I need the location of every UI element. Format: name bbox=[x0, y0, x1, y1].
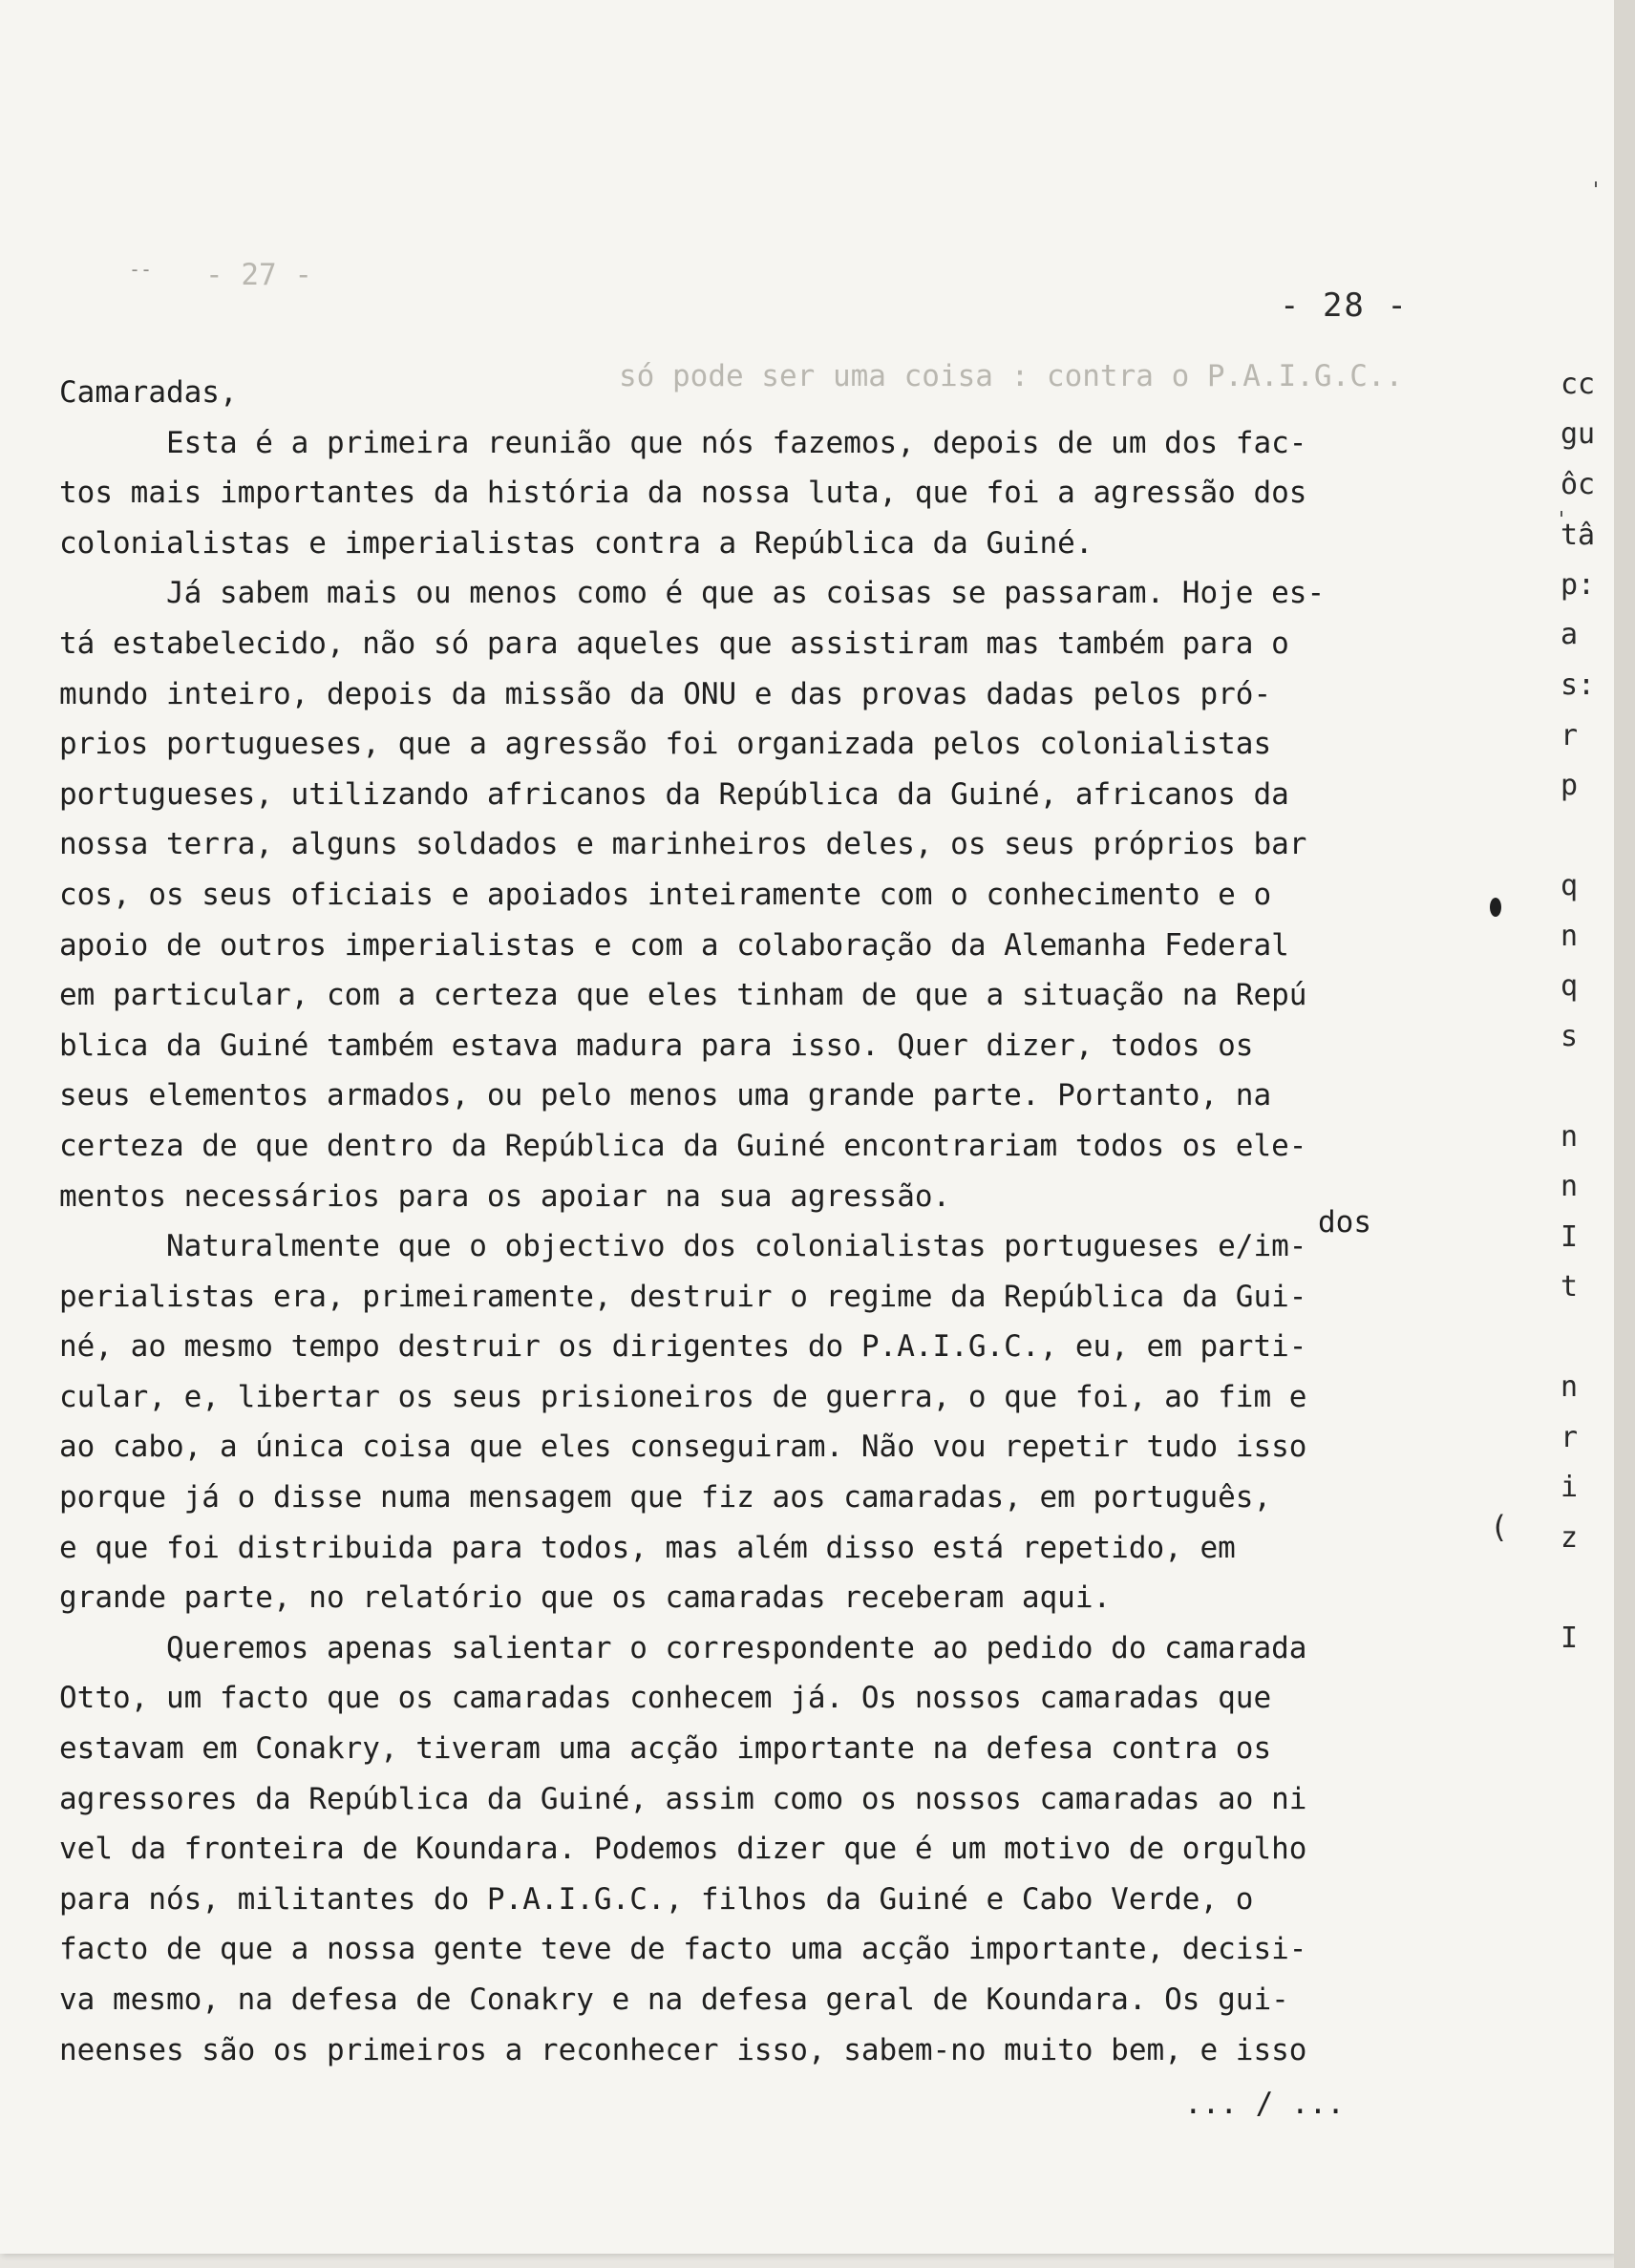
scan-background-edge bbox=[1614, 0, 1635, 2268]
text-line: colonialistas e imperialistas contra a República da Guiné. bbox=[59, 525, 1094, 561]
ink-blot bbox=[1490, 898, 1501, 917]
text-line: mentos necessários para os apoiar na sua agressão. bbox=[59, 1178, 951, 1214]
text-line: mundo inteiro, depois da missão da ONU e das provas dadas pelos pró- bbox=[59, 676, 1272, 711]
typed-body-text bbox=[59, 368, 1425, 2075]
margin-fragment: s: bbox=[1561, 668, 1596, 702]
text-line: porque já o disse numa mensagem que fiz aos camaradas, em português, bbox=[59, 1480, 1272, 1516]
text-line: seus elementos armados, ou pelo menos uma grande parte. Portanto, na bbox=[59, 1078, 1272, 1113]
text-line: cular, e, libertar os seus prisioneiros de guerra, o que foi, ao fim e bbox=[59, 1379, 1307, 1414]
page-number: - 28 - bbox=[1280, 286, 1409, 325]
text-line: né, ao mesmo tempo destruir os dirigentes do P.A.I.G.C., eu, em parti- bbox=[59, 1329, 1307, 1365]
margin-parenthesis: ( bbox=[1490, 1509, 1509, 1545]
text-line: tá estabelecido, não só para aqueles que assistiram mas também para o bbox=[59, 625, 1289, 661]
text-line: ao cabo, a única coisa que eles conseguiram. Não vou repetir tudo isso bbox=[59, 1430, 1307, 1465]
punch-mark bbox=[1561, 511, 1562, 517]
margin-fragment: p: bbox=[1561, 568, 1596, 602]
text-line: em particular, com a certeza que eles tinham de que a situação na Repú bbox=[59, 978, 1307, 1013]
text-line: va mesmo, na defesa de Conakry e na defesa geral de Koundara. Os gui- bbox=[59, 1982, 1289, 2017]
margin-fragment: a bbox=[1561, 618, 1579, 651]
text-line: prios portugueses, que a agressão foi organizada pelos colonialistas bbox=[59, 727, 1272, 762]
text-line: estavam em Conakry, tiveram uma acção importante na defesa contra os bbox=[59, 1731, 1272, 1767]
text-line: Camaradas, bbox=[59, 375, 238, 410]
margin-fragment: n bbox=[1561, 1370, 1579, 1404]
text-line: tos mais importantes da história da nossa luta, que foi a agressão dos bbox=[59, 476, 1307, 511]
margin-fragment: I bbox=[1561, 1220, 1579, 1254]
ghost-text-line: só pode ser uma coisa : contra o P.A.I.G.C.. bbox=[619, 359, 1404, 393]
text-line: neenses são os primeiros a reconhecer isso, sabem-no muito bem, e isso bbox=[59, 2032, 1307, 2067]
margin-fragment: n bbox=[1561, 1120, 1579, 1154]
margin-fragment: tâ bbox=[1561, 519, 1596, 552]
text-line: grande parte, no relatório que os camaradas receberam aqui. bbox=[59, 1580, 1112, 1616]
text-line: e que foi distribuida para todos, mas além disso está repetido, em bbox=[59, 1530, 1236, 1565]
text-line: certeza de que dentro da República da Guiné encontrariam todos os ele- bbox=[59, 1128, 1307, 1163]
text-line: perialistas era, primeiramente, destruir o regime da República da Gui- bbox=[59, 1279, 1307, 1314]
text-line: apoio de outros imperialistas e com a colaboração da Alemanha Federal bbox=[59, 927, 1289, 963]
text-line: Já sabem mais ou menos como é que as coisas se passaram. Hoje es- bbox=[59, 576, 1326, 611]
text-line: agressores da República da Guiné, assim como os nossos camaradas ao ni bbox=[59, 1781, 1307, 1816]
punch-mark bbox=[1595, 181, 1597, 187]
margin-fragment: r bbox=[1561, 1421, 1579, 1454]
margin-fragment: r bbox=[1561, 719, 1579, 752]
text-line: Esta é a primeira reunião que nós fazemos, depois de um dos fac- bbox=[59, 425, 1307, 460]
margin-fragment: s bbox=[1561, 1020, 1579, 1053]
margin-fragment: z bbox=[1561, 1521, 1579, 1555]
ghost-page-number: - 27 - bbox=[205, 258, 312, 292]
text-line: portugueses, utilizando africanos da República da Guiné, africanos da bbox=[59, 776, 1289, 812]
margin-fragment: n bbox=[1561, 1170, 1579, 1203]
text-line: blica da Guiné também estava madura para isso. Quer dizer, todos os bbox=[59, 1028, 1254, 1063]
text-line: cos, os seus oficiais e apoiados inteiramente com o conhecimento e o bbox=[59, 877, 1272, 912]
margin-fragment: q bbox=[1561, 869, 1579, 902]
margin-fragment: cc bbox=[1561, 368, 1596, 401]
text-line: nossa terra, alguns soldados e marinheiros deles, os seus próprios bar bbox=[59, 827, 1307, 862]
text-line: Otto, um facto que os camaradas conhecem já. Os nossos camaradas que bbox=[59, 1681, 1272, 1716]
text-line: Queremos apenas salientar o correspondente ao pedido do camarada bbox=[59, 1630, 1307, 1665]
margin-fragment: n bbox=[1561, 920, 1579, 953]
text-line: Naturalmente que o objectivo dos colonialistas portugueses e/im- bbox=[59, 1229, 1307, 1264]
continuation-mark: ... / ... bbox=[1184, 2087, 1345, 2121]
margin-fragment: gu bbox=[1561, 417, 1596, 451]
margin-fragment: p bbox=[1561, 769, 1579, 802]
margin-fragment: q bbox=[1561, 969, 1579, 1003]
handwritten-insertion: dos bbox=[1318, 1205, 1371, 1240]
text-line: para nós, militantes do P.A.I.G.C., filhos da Guiné e Cabo Verde, o bbox=[59, 1881, 1254, 1917]
margin-fragment: I bbox=[1561, 1622, 1579, 1655]
text-line: vel da fronteira de Koundara. Podemos dizer que é um motivo de orgulho bbox=[59, 1832, 1307, 1867]
text-line: facto de que a nossa gente teve de facto uma acção importante, decisi- bbox=[59, 1932, 1307, 1967]
ghost-dash: -- bbox=[129, 258, 153, 281]
margin-fragment: i bbox=[1561, 1471, 1579, 1504]
margin-fragment: t bbox=[1561, 1270, 1579, 1304]
margin-fragment: ôc bbox=[1561, 468, 1596, 501]
